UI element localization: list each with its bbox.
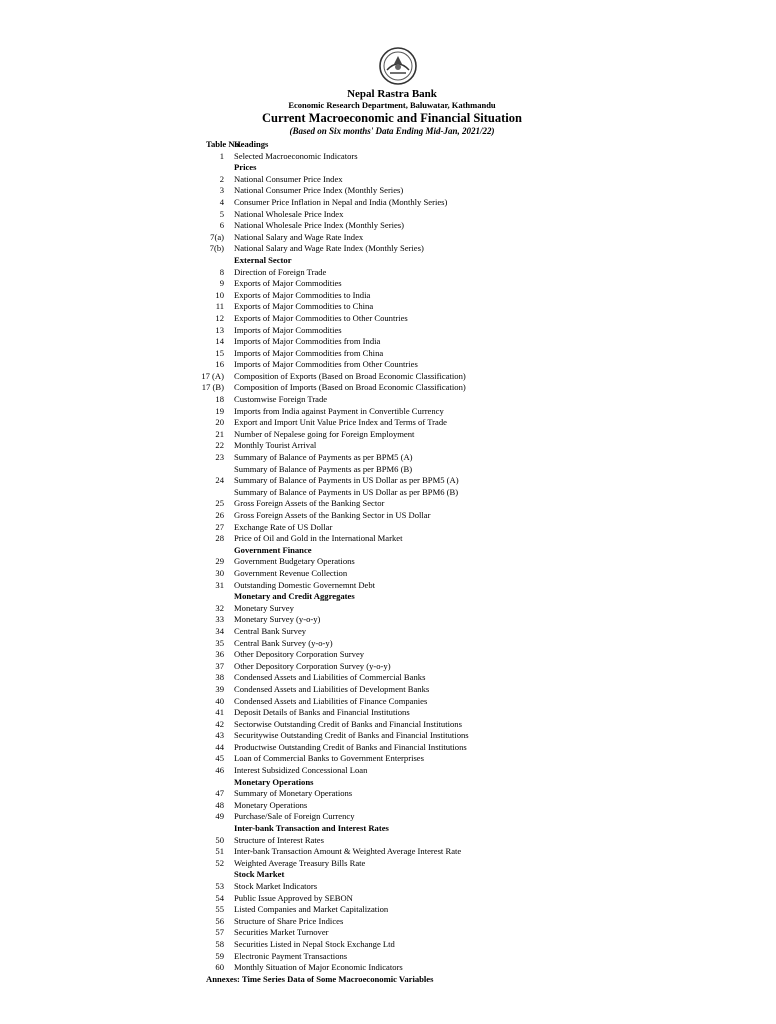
table-header-row bbox=[0, 139, 768, 151]
nrb-seal-logo bbox=[378, 46, 418, 86]
table-heading: Condensed Assets and Liabilities of Development Banks bbox=[234, 683, 430, 694]
table-number: 50 bbox=[215, 834, 224, 845]
table-heading: National Wholesale Price Index bbox=[234, 208, 344, 219]
table-row bbox=[0, 174, 768, 186]
table-number: 59 bbox=[215, 950, 224, 961]
table-number: 19 bbox=[215, 405, 224, 416]
table-row bbox=[0, 568, 768, 580]
table-heading: Gross Foreign Assets of the Banking Sector bbox=[234, 498, 385, 509]
table-number: 56 bbox=[215, 915, 224, 926]
table-heading: Other Depository Corporation Survey (y-o-y) bbox=[234, 660, 391, 671]
table-number: 27 bbox=[215, 521, 224, 532]
section-heading: Monetary and Credit Aggregates bbox=[234, 591, 355, 602]
table-heading: Securitywise Outstanding Credit of Banks and Financial Institutions bbox=[234, 730, 469, 741]
table-row bbox=[0, 881, 768, 893]
table-number: 43 bbox=[215, 730, 224, 741]
section-heading-row bbox=[0, 591, 768, 603]
table-number: 39 bbox=[215, 683, 224, 694]
table-row bbox=[0, 417, 768, 429]
table-number: 41 bbox=[215, 707, 224, 718]
table-number: 7(a) bbox=[210, 231, 224, 242]
table-row bbox=[0, 811, 768, 823]
table-heading: Sectorwise Outstanding Credit of Banks and Financial Institutions bbox=[234, 718, 462, 729]
table-row bbox=[0, 336, 768, 348]
table-row bbox=[0, 522, 768, 534]
table-number: 23 bbox=[215, 452, 224, 463]
table-number: 34 bbox=[215, 625, 224, 636]
table-row bbox=[0, 151, 768, 163]
table-heading: Export and Import Unit Value Price Index and Terms of Trade bbox=[234, 417, 447, 428]
table-row bbox=[0, 603, 768, 615]
table-number: 54 bbox=[215, 892, 224, 903]
table-heading: Annexes: Time Series Data of Some Macroeconomic Variables bbox=[206, 973, 434, 984]
table-heading: National Wholesale Price Index (Monthly Series) bbox=[234, 220, 404, 231]
table-row bbox=[0, 440, 768, 452]
section-heading-row bbox=[0, 255, 768, 267]
table-number: 3 bbox=[219, 185, 224, 196]
table-heading: Monetary Survey bbox=[234, 602, 294, 613]
table-row bbox=[0, 835, 768, 847]
table-heading: Government Revenue Collection bbox=[234, 567, 348, 578]
department-line: Economic Research Department, Baluwatar, Kathmandu bbox=[288, 100, 496, 110]
table-number: 24 bbox=[215, 475, 224, 486]
table-number: 11 bbox=[215, 301, 224, 312]
table-heading: Public Issue Approved by SEBON bbox=[234, 892, 353, 903]
table-number: 40 bbox=[215, 695, 224, 706]
table-row bbox=[0, 464, 768, 476]
table-heading: Electronic Payment Transactions bbox=[234, 950, 348, 961]
table-heading: Exports of Major Commodities to India bbox=[234, 289, 371, 300]
table-heading: Stock Market Indicators bbox=[234, 881, 318, 891]
table-row bbox=[0, 394, 768, 406]
table-row bbox=[0, 742, 768, 754]
table-number: 1 bbox=[219, 150, 224, 161]
table-number: 37 bbox=[215, 660, 224, 671]
table-number: 21 bbox=[215, 428, 224, 439]
table-heading: Monetary Operations bbox=[234, 799, 308, 810]
table-row bbox=[0, 904, 768, 916]
table-row bbox=[0, 382, 768, 394]
table-heading: Summary of Balance of Payments in US Dollar as per BPM6 (B) bbox=[234, 486, 459, 497]
table-row bbox=[0, 684, 768, 696]
table-number: 44 bbox=[215, 741, 224, 752]
table-heading: Listed Companies and Market Capitalization bbox=[234, 904, 389, 915]
table-heading: Exports of Major Commodities to Other Countries bbox=[234, 312, 408, 323]
table-row bbox=[0, 313, 768, 325]
table-heading: Imports of Major Commodities from Other Countries bbox=[234, 359, 418, 370]
table-row bbox=[0, 371, 768, 383]
table-heading: Securities Listed in Nepal Stock Exchange Ltd bbox=[234, 938, 395, 949]
table-heading: Interest Subsidized Concessional Loan bbox=[234, 765, 368, 776]
table-row bbox=[0, 753, 768, 765]
table-row bbox=[0, 765, 768, 777]
table-row bbox=[0, 556, 768, 568]
table-heading: Customwise Foreign Trade bbox=[234, 394, 328, 405]
table-heading: Imports of Major Commodities from China bbox=[234, 347, 384, 358]
table-number: 58 bbox=[215, 938, 224, 949]
table-number: 5 bbox=[219, 208, 224, 219]
table-heading: National Salary and Wage Rate Index bbox=[234, 231, 364, 242]
table-heading: Summary of Balance of Payments as per BPM5 (A) bbox=[234, 452, 413, 463]
table-row bbox=[0, 661, 768, 673]
table-row bbox=[0, 243, 768, 255]
table-number: 51 bbox=[215, 846, 224, 857]
table-heading: Imports of Major Commodities bbox=[234, 324, 342, 335]
table-row bbox=[0, 510, 768, 522]
table-row bbox=[0, 301, 768, 313]
document-subtitle: (Based on Six months' Data Ending Mid-Jan, 2021/22) bbox=[289, 126, 495, 136]
table-heading: Weighted Average Treasury Bills Rate bbox=[234, 857, 366, 868]
table-row bbox=[0, 209, 768, 221]
table-heading: Imports from India against Payment in Convertible Currency bbox=[234, 405, 444, 416]
contents-table bbox=[0, 139, 768, 985]
table-number: 17 (B) bbox=[201, 382, 224, 393]
table-row bbox=[0, 232, 768, 244]
table-number: 17 (A) bbox=[201, 370, 224, 381]
section-heading: Government Finance bbox=[234, 544, 312, 555]
table-heading: Exports of Major Commodities to China bbox=[234, 301, 374, 312]
table-heading: Direction of Foreign Trade bbox=[234, 266, 327, 277]
table-row bbox=[0, 348, 768, 360]
table-row bbox=[0, 638, 768, 650]
table-row bbox=[0, 846, 768, 858]
table-number: 36 bbox=[215, 649, 224, 660]
table-number: 32 bbox=[215, 602, 224, 613]
table-heading: Exchange Rate of US Dollar bbox=[234, 521, 333, 532]
table-number: 31 bbox=[215, 579, 224, 590]
table-row bbox=[0, 962, 768, 974]
table-heading: Inter-bank Transaction Amount & Weighted Average Interest Rate bbox=[234, 846, 462, 857]
table-row bbox=[0, 788, 768, 800]
table-row bbox=[0, 696, 768, 708]
section-heading-row bbox=[0, 545, 768, 557]
table-heading: Summary of Balance of Payments as per BPM6 (B) bbox=[234, 463, 413, 474]
table-row bbox=[0, 533, 768, 545]
section-heading-row bbox=[0, 869, 768, 881]
table-row bbox=[0, 614, 768, 626]
table-number: 48 bbox=[215, 799, 224, 810]
table-heading: Central Bank Survey bbox=[234, 625, 307, 636]
section-heading: Prices bbox=[234, 162, 257, 173]
table-number: 46 bbox=[215, 765, 224, 776]
table-number: 2 bbox=[219, 173, 224, 184]
table-number: 13 bbox=[215, 324, 224, 335]
table-heading: Number of Nepalese going for Foreign Employment bbox=[234, 428, 415, 439]
table-number: 28 bbox=[215, 533, 224, 544]
table-heading: Productwise Outstanding Credit of Banks and Financial Institutions bbox=[234, 741, 467, 752]
table-heading: National Consumer Price Index (Monthly Series) bbox=[234, 185, 404, 196]
column-header-headings: Headings bbox=[234, 139, 269, 149]
table-number: 10 bbox=[215, 289, 224, 300]
table-number: 12 bbox=[215, 312, 224, 323]
table-row bbox=[0, 220, 768, 232]
table-row bbox=[0, 649, 768, 661]
table-heading: Government Budgetary Operations bbox=[234, 556, 355, 567]
table-number: 53 bbox=[215, 881, 224, 891]
table-number: 30 bbox=[215, 567, 224, 578]
table-heading: Structure of Share Price Indices bbox=[234, 915, 344, 926]
table-row bbox=[0, 290, 768, 302]
section-heading: Monetary Operations bbox=[234, 776, 314, 787]
table-row bbox=[0, 267, 768, 279]
table-heading: Deposit Details of Banks and Financial Institutions bbox=[234, 707, 410, 718]
table-number: 38 bbox=[215, 672, 224, 683]
section-heading-row bbox=[0, 777, 768, 789]
table-heading: Summary of Balance of Payments in US Dollar as per BPM5 (A) bbox=[234, 475, 459, 486]
table-number: 52 bbox=[215, 857, 224, 868]
table-heading: Central Bank Survey (y-o-y) bbox=[234, 637, 333, 648]
table-row bbox=[0, 939, 768, 951]
table-number: 15 bbox=[215, 347, 224, 358]
table-row bbox=[0, 800, 768, 812]
table-row bbox=[0, 626, 768, 638]
table-number: 42 bbox=[215, 718, 224, 729]
table-number: 33 bbox=[215, 614, 224, 625]
table-number: 57 bbox=[215, 927, 224, 938]
table-heading: Outstanding Domestic Governemnt Debt bbox=[234, 579, 376, 590]
table-heading: Monthly Situation of Major Economic Indicators bbox=[234, 962, 403, 973]
table-heading: Other Depository Corporation Survey bbox=[234, 649, 365, 660]
table-heading: Securities Market Turnover bbox=[234, 927, 329, 938]
section-heading-row bbox=[0, 162, 768, 174]
table-heading: Monthly Tourist Arrival bbox=[234, 440, 317, 451]
table-number: 25 bbox=[215, 498, 224, 509]
table-number: 45 bbox=[215, 753, 224, 764]
table-heading: Composition of Exports (Based on Broad Economic Classification) bbox=[234, 370, 466, 381]
table-heading: National Consumer Price Index bbox=[234, 173, 343, 184]
table-row bbox=[0, 707, 768, 719]
table-row bbox=[0, 406, 768, 418]
table-row bbox=[0, 197, 768, 209]
table-row bbox=[0, 951, 768, 963]
table-row bbox=[0, 927, 768, 939]
table-heading: Imports of Major Commodities from India bbox=[234, 336, 381, 347]
table-row bbox=[0, 278, 768, 290]
document-title: Current Macroeconomic and Financial Situation bbox=[262, 111, 522, 125]
table-row bbox=[0, 672, 768, 684]
table-number: 14 bbox=[215, 336, 224, 347]
table-number: 20 bbox=[215, 417, 224, 428]
table-heading: Purchase/Sale of Foreign Currency bbox=[234, 811, 355, 822]
table-row bbox=[0, 730, 768, 742]
table-row bbox=[0, 325, 768, 337]
table-row bbox=[0, 580, 768, 592]
table-row bbox=[0, 858, 768, 870]
table-number: 55 bbox=[215, 904, 224, 915]
table-row bbox=[0, 498, 768, 510]
table-heading: Exports of Major Commodities bbox=[234, 278, 342, 289]
table-heading: Condensed Assets and Liabilities of Finance Companies bbox=[234, 695, 428, 706]
table-heading: Condensed Assets and Liabilities of Commercial Banks bbox=[234, 672, 426, 683]
table-heading: Selected Macroeconomic Indicators bbox=[234, 150, 358, 161]
table-heading: Price of Oil and Gold in the International Market bbox=[234, 533, 403, 544]
table-heading: Monetary Survey (y-o-y) bbox=[234, 614, 321, 625]
table-number: 8 bbox=[219, 266, 224, 277]
table-row bbox=[0, 475, 768, 487]
table-number: 18 bbox=[215, 394, 224, 405]
table-number: 26 bbox=[215, 510, 224, 520]
table-number: 49 bbox=[215, 811, 224, 822]
table-heading: Composition of Imports (Based on Broad Economic Classification) bbox=[234, 382, 466, 393]
table-row bbox=[0, 185, 768, 197]
table-heading: Loan of Commercial Banks to Government Enterprises bbox=[234, 753, 424, 764]
table-row bbox=[0, 916, 768, 928]
bank-name: Nepal Rastra Bank bbox=[347, 88, 437, 100]
table-heading: National Salary and Wage Rate Index (Monthly Series) bbox=[234, 243, 424, 254]
table-number: 6 bbox=[219, 220, 224, 231]
section-heading: Inter-bank Transaction and Interest Rates bbox=[234, 823, 389, 834]
section-heading: Stock Market bbox=[234, 869, 285, 880]
table-number: 7(b) bbox=[209, 243, 224, 254]
table-row bbox=[0, 359, 768, 371]
table-heading: Consumer Price Inflation in Nepal and India (Monthly Series) bbox=[234, 196, 448, 207]
column-header-table-no: Table No. bbox=[206, 139, 242, 149]
table-body bbox=[0, 151, 768, 986]
section-heading-row bbox=[0, 823, 768, 835]
table-row bbox=[0, 487, 768, 499]
table-number: 4 bbox=[219, 196, 224, 207]
table-number: 47 bbox=[215, 788, 224, 799]
table-heading: Gross Foreign Assets of the Banking Sector in US Dollar bbox=[234, 510, 431, 520]
table-row bbox=[0, 452, 768, 464]
table-number: 16 bbox=[215, 359, 224, 370]
table-row bbox=[0, 719, 768, 731]
table-heading: Structure of Interest Rates bbox=[234, 834, 324, 845]
table-number: 9 bbox=[219, 278, 224, 289]
table-number: 60 bbox=[215, 962, 224, 973]
table-row bbox=[0, 429, 768, 441]
table-heading: Summary of Monetary Operations bbox=[234, 788, 353, 799]
table-number: 29 bbox=[215, 556, 224, 567]
table-number: 35 bbox=[215, 637, 224, 648]
annex-row bbox=[0, 974, 768, 986]
section-heading: External Sector bbox=[234, 254, 292, 265]
table-number: 22 bbox=[215, 440, 224, 451]
table-row bbox=[0, 893, 768, 905]
